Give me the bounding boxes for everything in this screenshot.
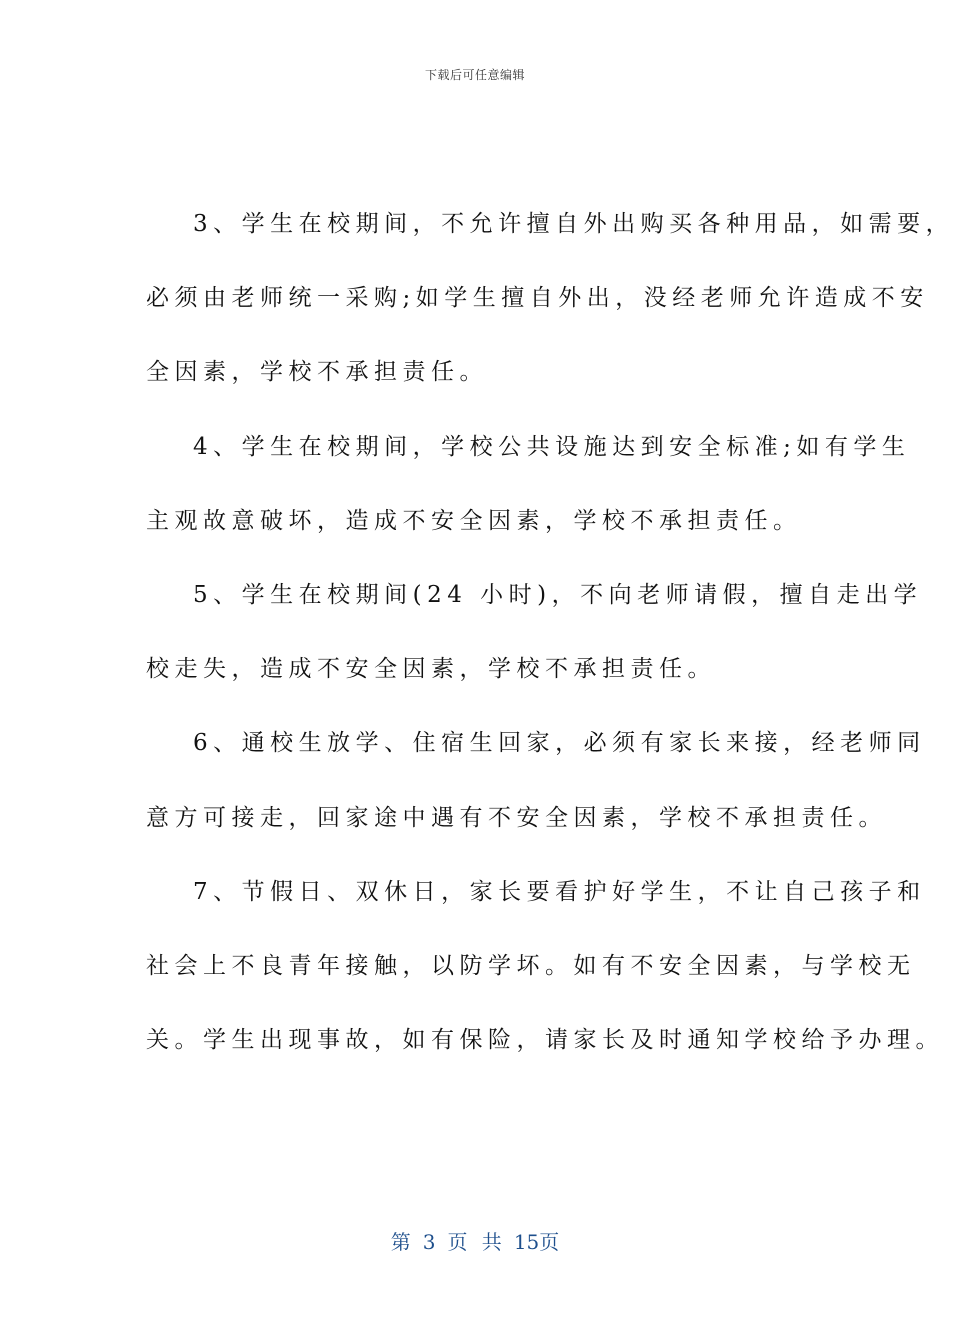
paragraph-4-line-1: 4、学生在校期间，学校公共设施达到安全标准;如有学生: [193, 433, 911, 460]
paragraph-3-line-1: 3、学生在校期间，不允许擅自外出购买各种用品，如需要，: [193, 211, 954, 237]
page-header: 下载后可任意编辑: [424, 68, 525, 82]
paragraph-7-line-2: 社会上不良青年接触，以防学坏。如有不安全因素，与学校无: [146, 952, 916, 979]
document-body: [146, 196, 954, 1086]
footer-current-page: 3: [422, 1230, 436, 1254]
paragraph-6-line-2: 意方可接走，回家途中遇有不安全因素，学校不承担责任。: [146, 804, 887, 831]
paragraph-5-line-1: 5、学生在校期间(24 小时)，不向老师请假，擅自走出学: [193, 581, 923, 608]
footer-total-pages: 15页: [513, 1230, 560, 1254]
paragraph-7-line-1: 7、节假日、双休日，家长要看护好学生，不让自己孩子和: [193, 878, 926, 905]
paragraph-4-line-2: 主观故意破坏，造成不安全因素，学校不承担责任。: [146, 507, 802, 534]
paragraph-6-line-1: 6、通校生放学、住宿生回家，必须有家长来接，经老师同: [193, 730, 926, 757]
paragraph-7-line-3: 关。学生出现事故，如有保险，请家长及时通知学校给予办理。: [146, 1027, 944, 1054]
paragraph-5-line-2: 校走失，造成不安全因素，学校不承担责任。: [146, 656, 716, 683]
footer-middle: 页 共: [447, 1230, 502, 1254]
footer-prefix: 第: [390, 1230, 411, 1254]
paragraph-3-line-3: 全因素，学校不承担责任。: [146, 359, 488, 386]
page-footer: [0, 1226, 950, 1255]
paragraph-3-line-2: 必须由老师统一采购;如学生擅自外出，没经老师允许造成不安: [146, 285, 929, 312]
